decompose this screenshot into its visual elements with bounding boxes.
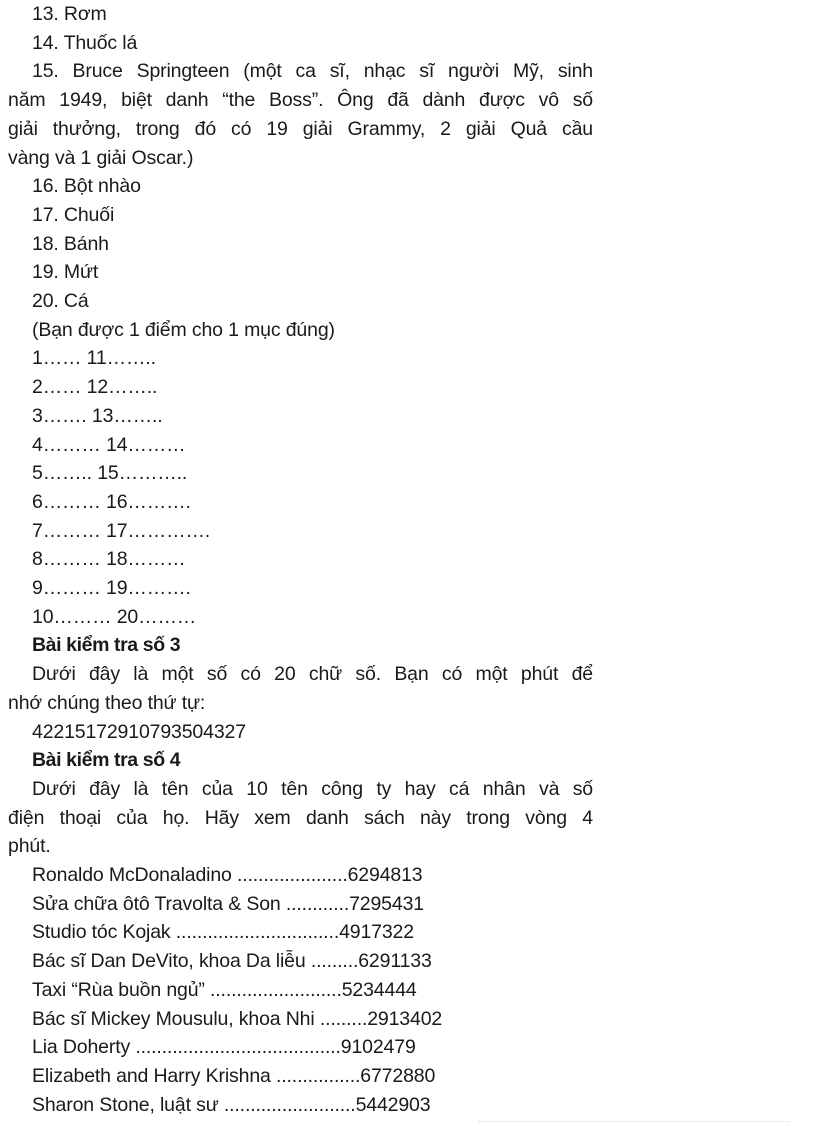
phone-entry: Sharon Stone, luật sư .........................5442903 (32, 1093, 431, 1116)
paragraph-line: điện thoại của họ. Hãy xem danh sách này trong vòng 4 (8, 806, 593, 829)
phone-entry: Lia Doherty .......................................9102479 (32, 1036, 416, 1059)
answer-line: 2…… 12…….. (32, 376, 158, 399)
digit-sequence: 42215172910793504327 (32, 720, 246, 743)
answer-line: 4……… 14……… (32, 433, 186, 456)
phone-entry: Taxi “Rùa buồn ngủ” .........................5234444 (32, 978, 417, 1001)
paragraph-line: nhớ chúng theo thứ tự: (8, 691, 206, 714)
section-heading: Bài kiểm tra số 4 (32, 749, 181, 772)
list-item: 16. Bột nhào (32, 175, 141, 198)
paragraph-line: vàng và 1 giải Oscar.) (8, 146, 194, 169)
phone-entry: Ronaldo McDonaladino .....................6294813 (32, 864, 423, 886)
list-item: 18. Bánh (32, 232, 109, 255)
paragraph-line: phút. (8, 835, 51, 858)
answer-line: 3……. 13…….. (32, 404, 163, 427)
phone-entry: Studio tóc Kojak ...............................4917322 (32, 921, 414, 944)
paragraph-line: Dưới đây là một số có 20 chữ số. Bạn có một phút để (32, 663, 593, 686)
answer-line: 1…… 11…….. (32, 347, 156, 370)
list-item: 13. Rơm (32, 3, 107, 25)
list-item: 14. Thuốc lá (32, 31, 138, 54)
paragraph-line: 15. Bruce Springteen (một ca sĩ, nhạc sĩ người Mỹ, sinh (32, 60, 593, 83)
section-heading: Bài kiểm tra số 3 (32, 634, 181, 657)
answer-line: 5…….. 15……….. (32, 462, 188, 485)
answer-line: 10……… 20……… (32, 605, 197, 628)
phone-entry: Bác sĩ Mickey Mousulu, khoa Nhi .........2913402 (32, 1007, 443, 1030)
paragraph-line: Dưới đây là tên của 10 tên công ty hay cá nhân và số (32, 777, 593, 800)
answer-line: 7……… 17…………. (32, 519, 211, 542)
phone-entry: Bác sĩ Dan DeVito, khoa Da liễu .........6291133 (32, 950, 432, 973)
list-item: 19. Mứt (32, 261, 99, 284)
list-item: 20. Cá (32, 290, 89, 312)
list-item: 17. Chuối (32, 203, 115, 226)
answer-line: 6……… 16………. (32, 490, 191, 513)
answer-line: 8……… 18……… (32, 548, 186, 571)
paragraph-line: năm 1949, biệt danh “the Boss”. Ông đã dành được vô số (8, 89, 593, 112)
answer-line: 9……… 19………. (32, 577, 191, 599)
paragraph-line: giải thưởng, trong đó có 19 giải Grammy, 2 giải Quả cầu (8, 117, 593, 140)
phone-entry: Sửa chữa ôtô Travolta & Son ............7295431 (32, 892, 424, 915)
scoring-note: (Bạn được 1 điểm cho 1 mục đúng) (32, 318, 335, 341)
phone-entry: Elizabeth and Harry Krishna ................6772880 (32, 1064, 436, 1087)
